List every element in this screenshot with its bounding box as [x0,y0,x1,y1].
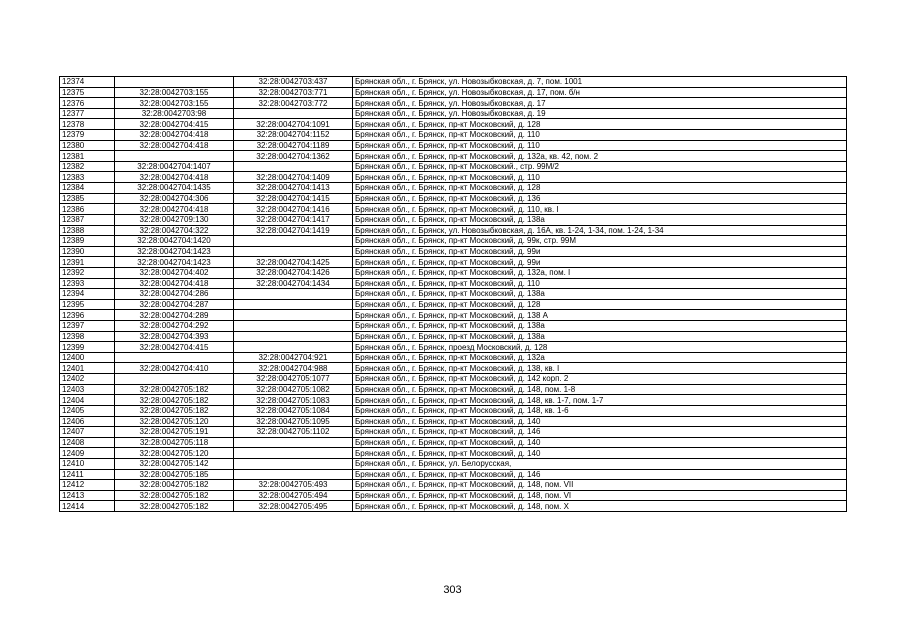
object-number-cell: 32:28:0042704:1416 [234,204,353,215]
row-number-cell: 12386 [60,204,115,215]
table-row [60,363,847,374]
address-cell: Брянская обл., г. Брянск, ул. Новозыбковская, д. 16А, кв. 1-24, 1-34, пом. 1-24, 1-34 [353,225,847,236]
table-row [60,87,847,98]
object-number-cell: 32:28:0042704:1417 [234,214,353,225]
object-number-cell: 32:28:0042704:988 [234,363,353,374]
address-cell: Брянская обл., г. Брянск, ул. Новозыбковская, д. 19 [353,108,847,119]
object-number-cell: 32:28:0042705:493 [234,480,353,491]
registry-table [59,76,847,512]
address-cell: Брянская обл., г. Брянск, пр-кт Московский, д. 110, кв. I [353,204,847,215]
row-number-cell: 12401 [60,363,115,374]
table-row [60,98,847,109]
object-number-cell: 32:28:0042705:495 [234,501,353,512]
parcel-number-cell: 32:28:0042705:191 [115,427,234,438]
object-number-cell: 32:28:0042705:1082 [234,384,353,395]
object-number-cell: 32:28:0042704:1152 [234,130,353,141]
parcel-number-cell: 32:28:0042704:289 [115,310,234,321]
table-row [60,278,847,289]
address-cell: Брянская обл., г. Брянск, ул. Новозыбковская, д. 17, пом. б/н [353,87,847,98]
address-cell: Брянская обл., г. Брянск, пр-кт Московский, д. 148, пом. VI [353,490,847,501]
address-cell: Брянская обл., г. Брянск, пр-кт Московский, д. 136 [353,193,847,204]
address-cell: Брянская обл., г. Брянск, пр-кт Московский, д. 99к, стр. 99М [353,236,847,247]
table-row [60,352,847,363]
object-number-cell [234,469,353,480]
address-cell: Брянская обл., г. Брянск, пр-кт Московский, д. 146 [353,427,847,438]
object-number-cell: 32:28:0042705:1084 [234,405,353,416]
object-number-cell [234,310,353,321]
address-cell: Брянская обл., г. Брянск, ул. Белорусская, [353,458,847,469]
address-cell: Брянская обл., г. Брянск, пр-кт Московский, д. 128 [353,299,847,310]
row-number-cell: 12410 [60,458,115,469]
row-number-cell: 12396 [60,310,115,321]
object-number-cell: 32:28:0042703:772 [234,98,353,109]
parcel-number-cell: 32:28:0042703:98 [115,108,234,119]
table-row [60,214,847,225]
table-row [60,257,847,268]
table-row [60,384,847,395]
registry-table-body [60,77,847,512]
parcel-number-cell: 32:28:0042704:1435 [115,183,234,194]
table-row [60,299,847,310]
table-row [60,193,847,204]
table-row [60,77,847,88]
address-cell: Брянская обл., г. Брянск, пр-кт Московский, д. 142 корп. 2 [353,374,847,385]
address-cell: Брянская обл., г. Брянск, ул. Новозыбковская, д. 17 [353,98,847,109]
row-number-cell: 12400 [60,352,115,363]
parcel-number-cell: 32:28:0042705:182 [115,501,234,512]
object-number-cell: 32:28:0042703:771 [234,87,353,98]
parcel-number-cell: 32:28:0042704:410 [115,363,234,374]
row-number-cell: 12409 [60,448,115,459]
object-number-cell: 32:28:0042704:1419 [234,225,353,236]
table-row [60,501,847,512]
address-cell: Брянская обл., г. Брянск, пр-кт Московский, д. 148, кв. 1-6 [353,405,847,416]
address-cell: Брянская обл., г. Брянск, пр-кт Московский, д. 128 [353,119,847,130]
table-row [60,161,847,172]
parcel-number-cell: 32:28:0042709:130 [115,214,234,225]
object-number-cell [234,342,353,353]
address-cell: Брянская обл., г. Брянск, пр-кт Московский, д. 99и [353,257,847,268]
parcel-number-cell: 32:28:0042705:118 [115,437,234,448]
table-row [60,405,847,416]
row-number-cell: 12412 [60,480,115,491]
row-number-cell: 12385 [60,193,115,204]
object-number-cell: 32:28:0042704:1362 [234,151,353,162]
object-number-cell [234,437,353,448]
object-number-cell: 32:28:0042705:1095 [234,416,353,427]
object-number-cell [234,246,353,257]
table-row [60,172,847,183]
parcel-number-cell [115,374,234,385]
parcel-number-cell: 32:28:0042704:1420 [115,236,234,247]
table-row [60,469,847,480]
row-number-cell: 12393 [60,278,115,289]
object-number-cell [234,161,353,172]
table-row [60,480,847,491]
object-number-cell: 32:28:0042704:1425 [234,257,353,268]
address-cell: Брянская обл., г. Брянск, пр-кт Московский, д. 148, пом. VII [353,480,847,491]
object-number-cell [234,299,353,310]
row-number-cell: 12387 [60,214,115,225]
table-row [60,342,847,353]
parcel-number-cell: 32:28:0042704:415 [115,119,234,130]
object-number-cell: 32:28:0042705:494 [234,490,353,501]
parcel-number-cell: 32:28:0042704:1407 [115,161,234,172]
row-number-cell: 12397 [60,321,115,332]
object-number-cell [234,289,353,300]
parcel-number-cell: 32:28:0042705:182 [115,395,234,406]
table-row [60,427,847,438]
row-number-cell: 12390 [60,246,115,257]
table-row [60,321,847,332]
parcel-number-cell: 32:28:0042704:418 [115,204,234,215]
row-number-cell: 12382 [60,161,115,172]
row-number-cell: 12378 [60,119,115,130]
address-cell: Брянская обл., г. Брянск, пр-кт Московский, д. 132а, кв. 42, пом. 2 [353,151,847,162]
row-number-cell: 12376 [60,98,115,109]
parcel-number-cell: 32:28:0042705:142 [115,458,234,469]
row-number-cell: 12389 [60,236,115,247]
parcel-number-cell: 32:28:0042704:1423 [115,257,234,268]
address-cell: Брянская обл., г. Брянск, пр-кт Московский, д. 148, пом. X [353,501,847,512]
parcel-number-cell [115,77,234,88]
table-row [60,416,847,427]
table-row [60,236,847,247]
object-number-cell: 32:28:0042704:1189 [234,140,353,151]
row-number-cell: 12408 [60,437,115,448]
address-cell: Брянская обл., г. Брянск, пр-кт Московский, д. 148, кв. 1-7, пом. 1-7 [353,395,847,406]
address-cell: Брянская обл., г. Брянск, пр-кт Московский, д. 138 А [353,310,847,321]
address-cell: Брянская обл., г. Брянск, пр-кт Московский, д. 110 [353,140,847,151]
row-number-cell: 12380 [60,140,115,151]
row-number-cell: 12383 [60,172,115,183]
table-row [60,108,847,119]
table-row [60,374,847,385]
parcel-number-cell: 32:28:0042705:120 [115,416,234,427]
row-number-cell: 12402 [60,374,115,385]
object-number-cell: 32:28:0042705:1102 [234,427,353,438]
parcel-number-cell: 32:28:0042704:287 [115,299,234,310]
row-number-cell: 12406 [60,416,115,427]
object-number-cell: 32:28:0042703:437 [234,77,353,88]
row-number-cell: 12395 [60,299,115,310]
table-row [60,310,847,321]
parcel-number-cell: 32:28:0042705:182 [115,405,234,416]
row-number-cell: 12411 [60,469,115,480]
parcel-number-cell [115,352,234,363]
address-cell: Брянская обл., г. Брянск, пр-кт Московский, д. 138, кв. I [353,363,847,374]
parcel-number-cell: 32:28:0042705:185 [115,469,234,480]
row-number-cell: 12405 [60,405,115,416]
address-cell: Брянская обл., г. Брянск, пр-кт Московский, д. 110 [353,172,847,183]
address-cell: Брянская обл., г. Брянск, пр-кт Московский, д. 110 [353,130,847,141]
table-row [60,448,847,459]
parcel-number-cell: 32:28:0042704:402 [115,267,234,278]
parcel-number-cell: 32:28:0042705:182 [115,490,234,501]
row-number-cell: 12375 [60,87,115,98]
page-number: 303 [443,584,462,596]
row-number-cell: 12392 [60,267,115,278]
table-row [60,130,847,141]
parcel-number-cell: 32:28:0042704:1423 [115,246,234,257]
parcel-number-cell: 32:28:0042704:322 [115,225,234,236]
row-number-cell: 12374 [60,77,115,88]
table-row [60,437,847,448]
row-number-cell: 12398 [60,331,115,342]
parcel-number-cell: 32:28:0042704:292 [115,321,234,332]
address-cell: Брянская обл., г. Брянск, пр-кт Московский, д. 140 [353,448,847,459]
row-number-cell: 12403 [60,384,115,395]
table-row [60,395,847,406]
address-cell: Брянская обл., г. Брянск, пр-кт Московский, д. 138а [353,214,847,225]
table-row [60,331,847,342]
object-number-cell [234,331,353,342]
object-number-cell [234,321,353,332]
parcel-number-cell: 32:28:0042704:418 [115,172,234,183]
row-number-cell: 12399 [60,342,115,353]
address-cell: Брянская обл., г. Брянск, пр-кт Московский, д. 132а [353,352,847,363]
address-cell: Брянская обл., г. Брянск, пр-кт Московский, д. 138а [353,331,847,342]
table-row [60,204,847,215]
object-number-cell: 32:28:0042704:1426 [234,267,353,278]
row-number-cell: 12394 [60,289,115,300]
row-number-cell: 12413 [60,490,115,501]
row-number-cell: 12407 [60,427,115,438]
row-number-cell: 12379 [60,130,115,141]
parcel-number-cell: 32:28:0042704:393 [115,331,234,342]
parcel-number-cell: 32:28:0042703:155 [115,87,234,98]
object-number-cell: 32:28:0042704:1415 [234,193,353,204]
object-number-cell: 32:28:0042704:1434 [234,278,353,289]
address-cell: Брянская обл., г. Брянск, пр-кт Московский, д. 140 [353,416,847,427]
object-number-cell [234,458,353,469]
address-cell: Брянская обл., г. Брянск, пр-кт Московский, д. 138а [353,289,847,300]
address-cell: Брянская обл., г. Брянск, пр-кт Московский., стр. 99М/2 [353,161,847,172]
table-row [60,225,847,236]
object-number-cell: 32:28:0042704:921 [234,352,353,363]
row-number-cell: 12414 [60,501,115,512]
address-cell: Брянская обл., г. Брянск, пр-кт Московский, д. 110 [353,278,847,289]
table-row [60,490,847,501]
parcel-number-cell: 32:28:0042704:286 [115,289,234,300]
row-number-cell: 12404 [60,395,115,406]
table-row [60,458,847,469]
object-number-cell: 32:28:0042705:1077 [234,374,353,385]
object-number-cell: 32:28:0042704:1091 [234,119,353,130]
object-number-cell: 32:28:0042704:1413 [234,183,353,194]
parcel-number-cell: 32:28:0042703:155 [115,98,234,109]
parcel-number-cell: 32:28:0042705:182 [115,384,234,395]
parcel-number-cell: 32:28:0042705:182 [115,480,234,491]
address-cell: Брянская обл., г. Брянск, пр-кт Московский, д. 128 [353,183,847,194]
address-cell: Брянская обл., г. Брянск, пр-кт Московский, д. 132а, пом. I [353,267,847,278]
address-cell: Брянская обл., г. Брянск, проезд Московский, д. 128 [353,342,847,353]
parcel-number-cell: 32:28:0042704:306 [115,193,234,204]
address-cell: Брянская обл., г. Брянск, пр-кт Московский, д. 99и [353,246,847,257]
parcel-number-cell: 32:28:0042705:120 [115,448,234,459]
parcel-number-cell: 32:28:0042704:415 [115,342,234,353]
address-cell: Брянская обл., г. Брянск, пр-кт Московский, д. 146 [353,469,847,480]
object-number-cell [234,108,353,119]
address-cell: Брянская обл., г. Брянск, пр-кт Московский, д. 138а [353,321,847,332]
table-row [60,267,847,278]
row-number-cell: 12377 [60,108,115,119]
table-row [60,140,847,151]
row-number-cell: 12391 [60,257,115,268]
row-number-cell: 12388 [60,225,115,236]
address-cell: Брянская обл., г. Брянск, ул. Новозыбковская, д. 7, пом. 1001 [353,77,847,88]
table-row [60,183,847,194]
object-number-cell [234,236,353,247]
table-row [60,246,847,257]
table-row [60,151,847,162]
object-number-cell: 32:28:0042704:1409 [234,172,353,183]
address-cell: Брянская обл., г. Брянск, пр-кт Московский, д. 148, пом. 1-8 [353,384,847,395]
object-number-cell [234,448,353,459]
row-number-cell: 12384 [60,183,115,194]
table-row [60,289,847,300]
parcel-number-cell [115,151,234,162]
parcel-number-cell: 32:28:0042704:418 [115,130,234,141]
address-cell: Брянская обл., г. Брянск, пр-кт Московский, д. 140 [353,437,847,448]
table-row [60,119,847,130]
row-number-cell: 12381 [60,151,115,162]
parcel-number-cell: 32:28:0042704:418 [115,140,234,151]
parcel-number-cell: 32:28:0042704:418 [115,278,234,289]
object-number-cell: 32:28:0042705:1083 [234,395,353,406]
